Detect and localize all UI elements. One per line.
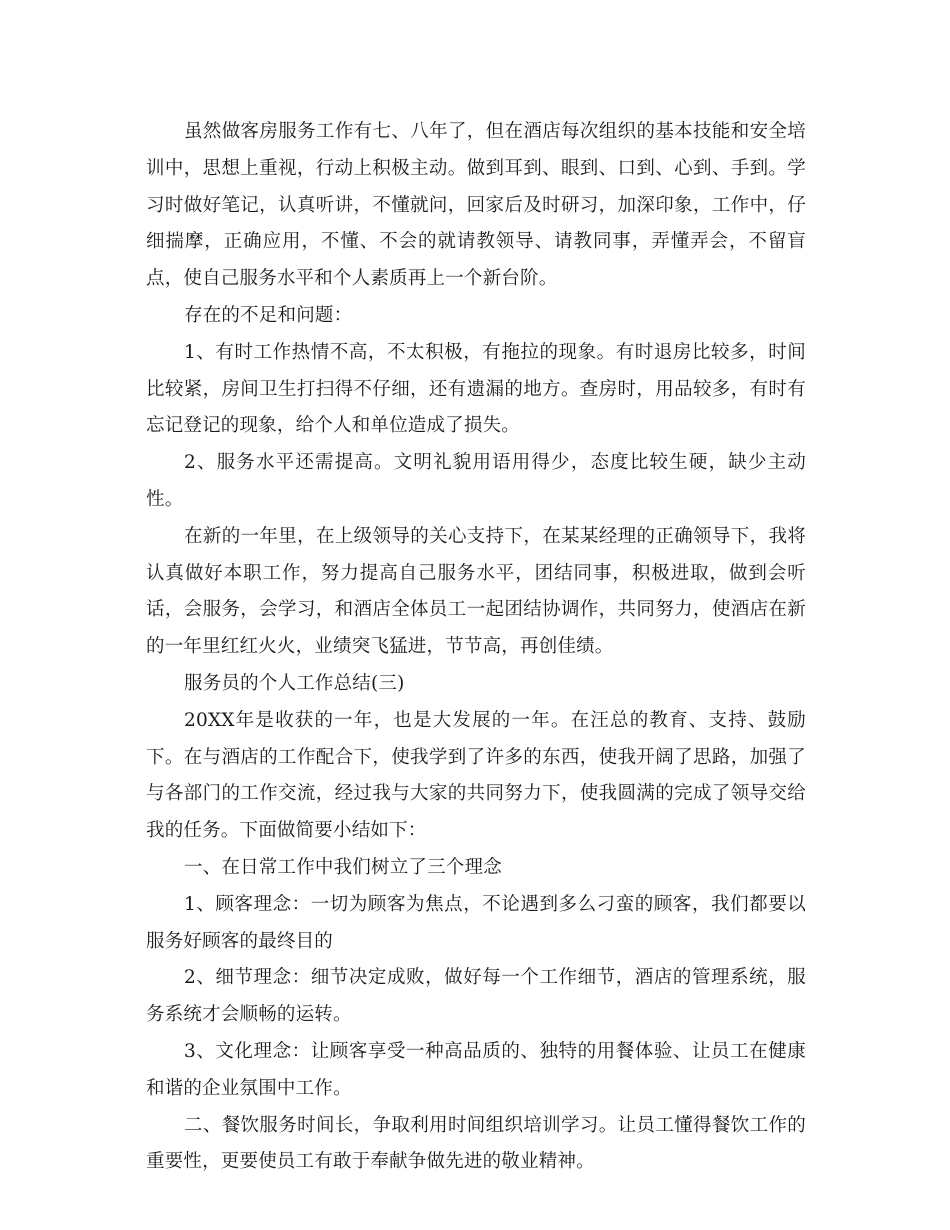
paragraph-year-review: 20XX年是收获的一年，也是大发展的一年。在汪总的教育、支持、鼓励下。在与酒店的工作配合下，使我学到了许多的东西，使我开阔了思路，加强了与各部门的工作交流，经过我与大家的共同努力下，使我圆满的完成了领导交给我的任务。下面做简要小结如下： (146, 709, 806, 842)
heading-three-concepts: 一、在日常工作中我们树立了三个理念 (184, 856, 502, 878)
paragraph-culture-concept: 3、文化理念：让顾客享受一种高品质的、独特的用餐体验、让员工在健康和谐的企业氛围中工作。 (146, 1040, 806, 1099)
paragraph-detail-concept: 2、细节理念：细节决定成败，做好每一个工作细节，酒店的管理系统，服务系统才会顺畅的运转。 (146, 967, 806, 1026)
paragraph-issue-1: 1、有时工作热情不高，不太积极，有拖拉的现象。有时退房比较多，时间比较紧，房间卫生打扫得不仔细，还有遗漏的地方。查房时，用品较多，有时有忘记登记的现象，给个人和单位造成了损失。 (146, 341, 806, 437)
paragraph-training-time: 二、餐饮服务时间长，争取利用时间组织培训学习。让员工懂得餐饮工作的重要性，更要使员工有敢于奉献争做先进的敬业精神。 (146, 1114, 806, 1173)
paragraph-issue-2: 2、服务水平还需提高。文明礼貌用语用得少，态度比较生硬，缺少主动性。 (146, 452, 806, 510)
section-title-summary-3: 服务员的个人工作总结(三) (184, 672, 405, 694)
document-body (146, 114, 806, 1181)
paragraph-customer-concept: 1、顾客理念：一切为顾客为焦点，不论遇到多么刁蛮的顾客，我们都要以服务好顾客的最终目的 (146, 893, 806, 952)
heading-shortcomings: 存在的不足和问题： (184, 304, 353, 326)
paragraph-new-year: 在新的一年里，在上级领导的关心支持下，在某某经理的正确领导下，我将认真做好本职工作，努力提高自己服务水平，团结同事，积极进取，做到会听话，会服务，会学习，和酒店全体员工一起团结协调作，共同努力，使酒店在新的一年里红红火火，业绩突飞猛进，节节高，再创佳绩。 (146, 525, 806, 658)
paragraph-training: 虽然做客房服务工作有七、八年了，但在酒店每次组织的基本技能和安全培训中，思想上重视，行动上积极主动。做到耳到、眼到、口到、心到、手到。学习时做好笔记，认真听讲，不懂就问，回家后及时研习，加深印象，工作中，仔细揣摩，正确应用，不懂、不会的就请教领导、请教同事，弄懂弄会，不留盲点，使自己服务水平和个人素质再上一个新台阶。 (146, 121, 806, 290)
